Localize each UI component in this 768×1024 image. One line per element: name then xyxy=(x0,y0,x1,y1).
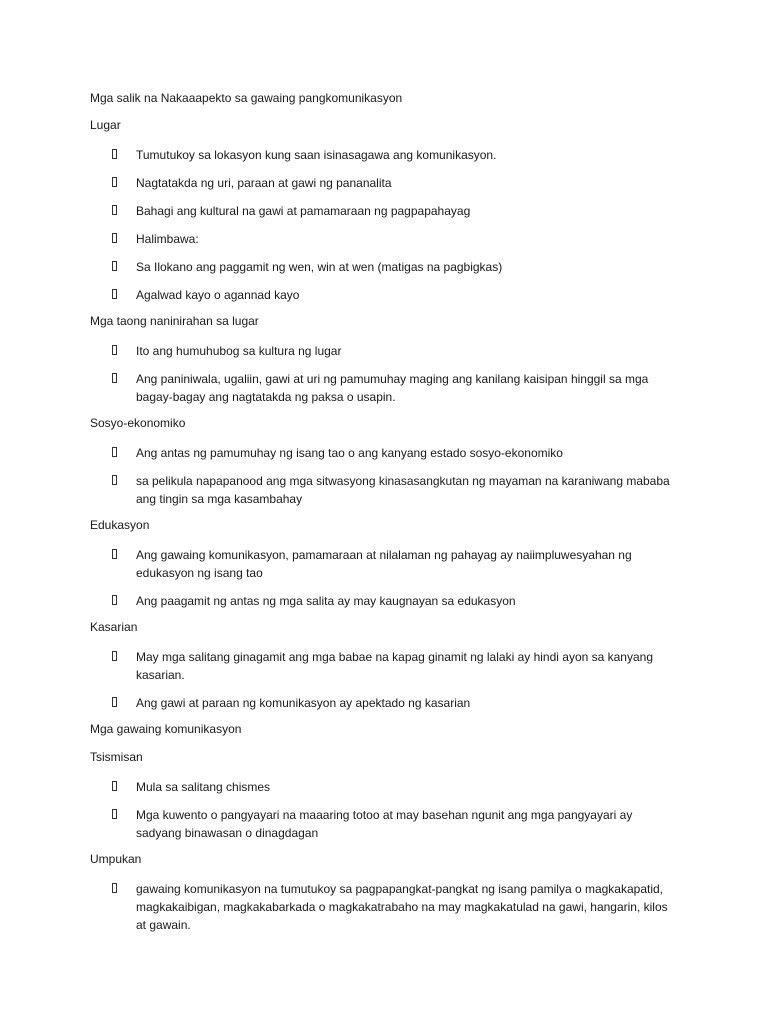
list-item xyxy=(90,370,680,406)
bullet-list xyxy=(90,444,690,508)
list-item xyxy=(90,230,680,248)
list-item xyxy=(90,342,680,360)
bullet-icon xyxy=(112,289,117,299)
bullet-icon xyxy=(112,595,117,605)
bullet-list xyxy=(90,546,690,610)
section-title: Umpukan xyxy=(90,852,142,866)
section-lugar xyxy=(90,118,690,304)
bullet-icon xyxy=(112,447,117,457)
section-edukasyon xyxy=(90,518,690,610)
bullet-icon xyxy=(112,373,117,383)
list-item-text: Ang paagamit ng antas ng mga salita ay may kaugnayan sa edukasyon xyxy=(136,594,516,608)
list-item-text: Ang antas ng pamumuhay ng isang tao o ang kanyang estado sosyo-ekonomiko xyxy=(136,446,563,460)
list-item-text: Bahagi ang kultural na gawi at pamamaraan ng pagpapahayag xyxy=(136,204,471,218)
list-item-text: Ito ang humuhubog sa kultura ng lugar xyxy=(136,344,342,358)
list-item-text: Mula sa salitang chismes xyxy=(136,780,271,794)
list-item xyxy=(90,472,680,508)
section-title: Kasarian xyxy=(90,620,138,634)
list-item-text: Agalwad kayo o agannad kayo xyxy=(136,288,300,302)
list-item xyxy=(90,694,680,712)
list-item xyxy=(90,174,680,192)
section-sosyo-ekonomiko xyxy=(90,416,690,508)
list-item xyxy=(90,806,680,842)
bullet-icon xyxy=(112,651,117,661)
bullet-icon xyxy=(112,883,117,893)
list-item xyxy=(90,444,680,462)
list-item xyxy=(90,258,680,276)
section-title: Lugar xyxy=(90,118,121,132)
list-item-text: sa pelikula napapanood ang mga sitwasyong kinasasangkutan ng mayaman na karaniwang mababa ang tingin sa mga kasambahay xyxy=(136,474,670,506)
list-item xyxy=(90,592,680,610)
list-item-text: Ang gawi at paraan ng komunikasyon ay apektado ng kasarian xyxy=(136,696,471,710)
bullet-icon xyxy=(112,261,117,271)
section-title: Sosyo-ekonomiko xyxy=(90,416,186,430)
list-item-text: Ang paniniwala, ugaliin, gawi at uri ng pamumuhay maging ang kanilang kaisipan hinggil sa mga bagay-bagay ang nagtatakda ng paksa o usapin. xyxy=(136,372,649,404)
list-item xyxy=(90,146,680,164)
bullet-icon xyxy=(112,781,117,791)
document-body xyxy=(90,91,690,944)
document-title: Mga salik na Nakaaapekto sa gawaing pangkomunikasyon xyxy=(90,91,403,105)
bullet-icon xyxy=(112,697,117,707)
bullet-list xyxy=(90,778,690,842)
bullet-list xyxy=(90,342,690,406)
list-item-text: Sa Ilokano ang paggamit ng wen, win at wen (matigas na pagbigkas) xyxy=(136,260,503,274)
list-item xyxy=(90,648,680,684)
bullet-icon xyxy=(112,809,117,819)
section-umpukan xyxy=(90,852,690,934)
bullet-icon xyxy=(112,205,117,215)
list-item-text: Halimbawa: xyxy=(136,232,199,246)
bullet-icon xyxy=(112,345,117,355)
list-item-text: May mga salitang ginagamit ang mga babae na kapag ginamit ng lalaki ay hindi ayon sa kanyang kasarian. xyxy=(136,650,653,682)
list-item xyxy=(90,202,680,220)
list-item xyxy=(90,778,680,796)
section-kasarian xyxy=(90,620,690,712)
list-item xyxy=(90,546,680,582)
bullet-icon xyxy=(112,475,117,485)
section-title: Tsismisan xyxy=(90,750,143,764)
section-tsismisan xyxy=(90,750,690,842)
bullet-list xyxy=(90,880,690,934)
bullet-icon xyxy=(112,149,117,159)
section-mga-taong-naninirahan xyxy=(90,314,690,406)
bullet-list xyxy=(90,648,690,712)
list-item-text: Nagtatakda ng uri, paraan at gawi ng pananalita xyxy=(136,176,392,190)
section-title: Mga gawaing komunikasyon xyxy=(90,722,242,736)
list-item xyxy=(90,880,680,934)
list-item-text: gawaing komunikasyon na tumutukoy sa pagpapangkat-pangkat ng isang pamilya o magkakapatid, magkakaibigan, magkakabarkada o magkakatrabaho na may magkakatulad na gawi, hangarin, kilos at gawain. xyxy=(136,882,668,932)
bullet-icon xyxy=(112,177,117,187)
list-item-text: Tumutukoy sa lokasyon kung saan isinasagawa ang komunikasyon. xyxy=(136,148,497,162)
section-title: Mga taong naninirahan sa lugar xyxy=(90,314,259,328)
bullet-icon xyxy=(112,233,117,243)
bullet-icon xyxy=(112,549,117,559)
section-title: Edukasyon xyxy=(90,518,150,532)
bullet-list xyxy=(90,146,690,304)
section-mga-gawaing-komunikasyon xyxy=(90,722,690,737)
list-item xyxy=(90,286,680,304)
list-item-text: Ang gawaing komunikasyon, pamamaraan at nilalaman ng pahayag ay naiimpluwesyahan ng edukasyon ng isang tao xyxy=(136,548,632,580)
list-item-text: Mga kuwento o pangyayari na maaaring totoo at may basehan ngunit ang mga pangyayari ay sadyang binawasan o dinagdagan xyxy=(136,808,633,840)
